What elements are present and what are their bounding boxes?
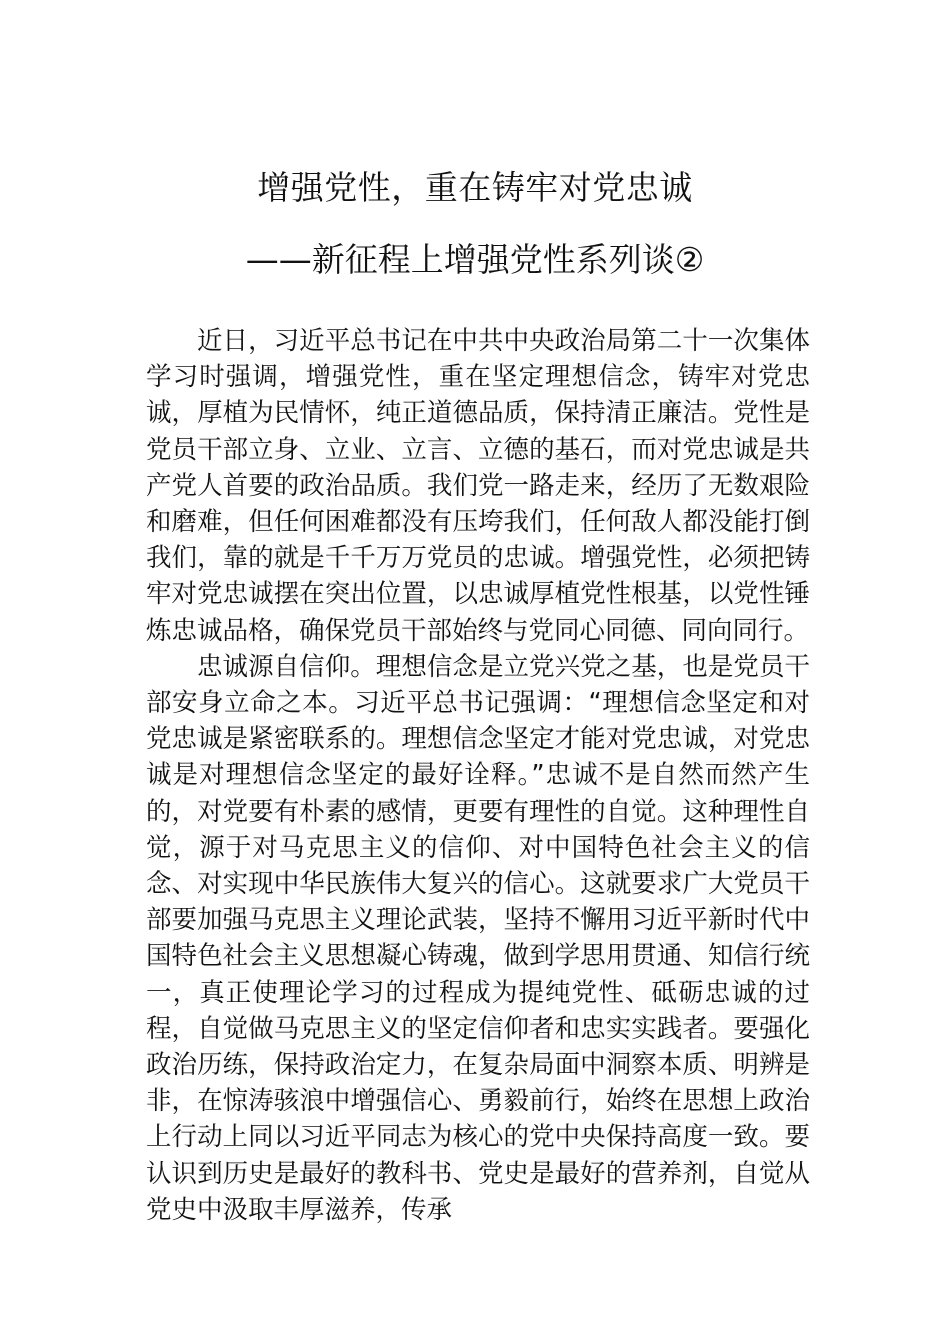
document-title: 增强党性，重在铸牢对党忠诚 [257,168,693,207]
body-paragraph: 近日，习近平总书记在中共中央政治局第二十一次集体学习时强调，增强党性，重在坚定理想信念，铸牢对党忠诚，厚植为民情怀，纯正道德品质，保持清正廉洁。党性是党员干部立身、立业、立言、立德的基石，而对党忠诚是共产党人首要的政治品质。我们党一路走来，经历了无数艰险和磨难，但任何困难都没有压垮我们，任何敌人都没能打倒我们，靠的就是千千万万党员的忠诚。增强党性，必须把铸牢对党忠诚摆在突出位置，以忠诚厚植党性根基，以党性锤炼忠诚品格，确保党员干部始终与党同心同德、同向同行。 [146,326,810,646]
document-body [146,323,810,1228]
document-subtitle: ——新征程上增强党性系列谈② [245,240,705,279]
body-paragraph: 忠诚源自信仰。理想信念是立党兴党之基，也是党员干部安身立命之本。习近平总书记强调：“理想信念坚定和对党忠诚是紧密联系的。理想信念坚定才能对党忠诚，对党忠诚是对理想信念坚定的最好诠释。”忠诚不是自然而然产生的，对党要有朴素的感情，更要有理性的自觉。这种理性自觉，源于对马克思主义的信仰、对中国特色社会主义的信念、对实现中华民族伟大复兴的信心。这就要求广大党员干部要加强马克思主义理论武装，坚持不懈用习近平新时代中国特色社会主义思想凝心铸魂，做到学思用贯通、知信行统一，真正使理论学习的过程成为提纯党性、砥砺忠诚的过程，自觉做马克思主义的坚定信仰者和忠实实践者。要强化政治历练，保持政治定力，在复杂局面中洞察本质、明辨是非，在惊涛骇浪中增强信心、勇毅前行，始终在思想上政治上行动上同以习近平同志为核心的党中央保持高度一致。要认识到历史是最好的教科书、党史是最好的营养剂，自觉从党史中汲取丰厚滋养，传承 [146,651,810,1225]
